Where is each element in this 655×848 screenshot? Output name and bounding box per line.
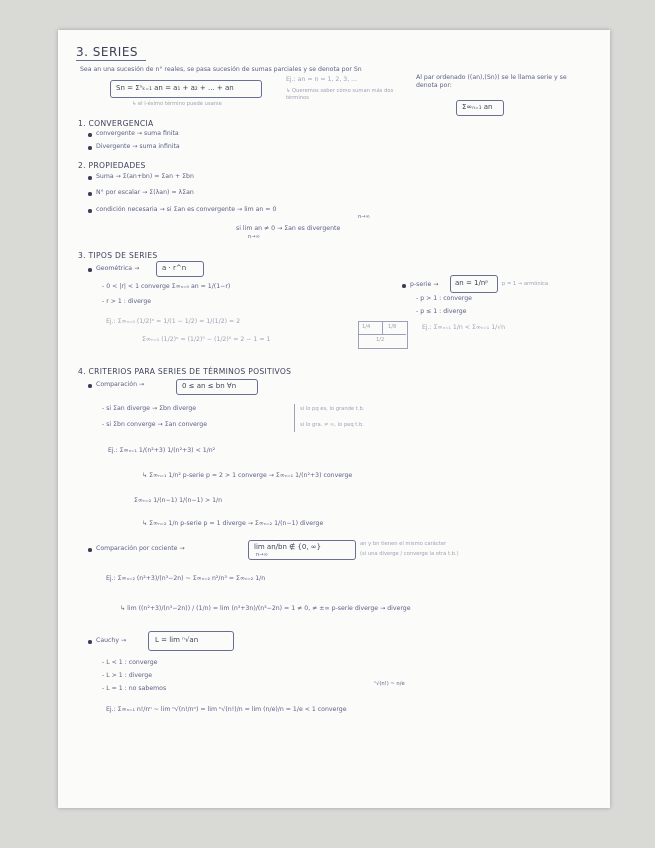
s1-item-1: convergente → suma finita bbox=[96, 130, 179, 137]
cauchy-formula: L = lim ⁿ√an bbox=[155, 636, 199, 644]
quotient-subscript: n→∞ bbox=[256, 552, 268, 558]
geometric-example-1: Ej.: Σ∞ₙ₌₀ (1/2)ⁿ = 1/(1 − 1/2) = 1/(1/2) = 2 bbox=[106, 318, 241, 325]
comparison-note-2: si lo gra. ≠ ∞, lo peq t.b. bbox=[300, 422, 364, 428]
quotient-example: Ej.: Σ∞ₙ₌₂ (n²+3)/(n³−2n) ~ Σ∞ₙ₌₂ n²/n³ = Σ∞ₙ₌₂ 1/n bbox=[106, 575, 266, 582]
bullet bbox=[88, 146, 92, 150]
comparison-example-2: Σ∞ₙ₌₂ 1/(n−1) 1/(n−1) > 1/n bbox=[134, 497, 223, 504]
example-top: Ej.: an = n = 1, 2, 3, ... bbox=[286, 76, 358, 83]
lim-subscript: n→∞ bbox=[358, 214, 370, 220]
bullet bbox=[88, 384, 92, 388]
quotient-note-2: (si una diverge / converge la otra t.b.) bbox=[360, 551, 459, 557]
page-title: 3. SERIES bbox=[76, 45, 139, 59]
geometric-example-2: Σ∞ₙ₌₁ (1/2)ⁿ = (1/2)⁰ − (1/2)⁰ = 2 − 1 = 1 bbox=[142, 336, 271, 343]
bullet bbox=[88, 176, 92, 180]
comparison-note-1: si lo pq es, lo grande t.b. bbox=[300, 406, 365, 412]
right-note: Al par ordenado ((an),(Sn)) se le llama serie y se denota por: bbox=[416, 74, 567, 90]
comparison-example-1: Ej.: Σ∞ₙ₌₁ 1/(n²+3) 1/(n²+3) < 1/n² bbox=[108, 447, 216, 454]
p-series-example: Ej.: Σ∞ₙ₌₁ 1/n < Σ∞ₙ₌₁ 1/√n bbox=[422, 324, 506, 331]
title-underline bbox=[76, 60, 146, 61]
p-series-cond-2: - p ≤ 1 : diverge bbox=[416, 308, 467, 315]
section-2-heading: 2. PROPIEDADES bbox=[78, 161, 146, 170]
bullet bbox=[88, 640, 92, 644]
geometric-cond-1: - 0 < |r| < 1 converge Σ∞ₙ₌₀ an = 1/(1−r) bbox=[102, 283, 231, 290]
quotient-formula: lim an/bn ∉ {0, ∞} bbox=[254, 543, 322, 551]
comparison-formula: 0 ≤ an ≤ bn ∀n bbox=[182, 382, 237, 390]
comparison-label: Comparación → bbox=[96, 381, 145, 388]
geometric-label: Geométrica → bbox=[96, 265, 140, 272]
cauchy-rule-3: - L = 1 : no sabemos bbox=[102, 685, 167, 692]
sketch-cell-3: 1/2 bbox=[376, 337, 385, 343]
notebook-page bbox=[58, 30, 610, 808]
s2-item-3: condición necesaria → si Σan es convergente → lim an = 0 bbox=[96, 206, 277, 213]
section-4-heading: 4. CRITERIOS PARA SERIES DE TÉRMINOS POSITIVOS bbox=[78, 367, 292, 376]
p-series-label: p-serie → bbox=[410, 281, 439, 288]
cauchy-rule-1: - L < 1 : converge bbox=[102, 659, 158, 666]
lim-subscript-2: n→∞ bbox=[248, 234, 260, 240]
geometric-formula: a · r^n bbox=[162, 264, 187, 272]
s2-item-2: N° por escalar → Σ(λan) = λΣan bbox=[96, 189, 194, 196]
section-1-heading: 1. CONVERGENCIA bbox=[78, 119, 154, 128]
sketch-divider bbox=[358, 334, 406, 335]
s1-item-2: Divergente → suma infinita bbox=[96, 143, 180, 150]
sn-note: ↳ el i-ésimo término puede usarse bbox=[132, 101, 222, 107]
sketch-cell-2: 1/8 bbox=[388, 324, 397, 330]
sketch-divider bbox=[382, 321, 383, 334]
bullet bbox=[88, 209, 92, 213]
sketch-cell-1: 1/4 bbox=[362, 324, 371, 330]
note-divider bbox=[294, 404, 295, 432]
cauchy-example: Ej.: Σ∞ₙ₌₁ n!/nⁿ ~ lim ⁿ√(n!/nⁿ) = lim ⁿ√(n!)/n = lim (n/e)/n = 1/e < 1 converge bbox=[106, 706, 347, 713]
comparison-example-2-result: ↳ Σ∞ₙ₌₂ 1/n p-serie p = 1 diverge → Σ∞ₙ₌₂ 1/(n−1) diverge bbox=[142, 520, 324, 527]
comparison-example-1-result: ↳ Σ∞ₙ₌₁ 1/n² p-serie p = 2 > 1 converge → Σ∞ₙ₌₁ 1/(n²+3) converge bbox=[142, 472, 353, 479]
series-notation: Σ∞ₙ₌₁ an bbox=[462, 103, 493, 111]
quotient-example-result: ↳ lim ((n²+3)/(n³−2n)) / (1/n) = lim (n³+3n)/(n³−2n) = 1 ≠ 0, ≠ ±∞ p-serie diverge → diverge bbox=[120, 605, 411, 612]
bullet bbox=[88, 133, 92, 137]
cauchy-rule-2: - L > 1 : diverge bbox=[102, 672, 153, 679]
quotient-note-1: an y bn tienen el mismo carácter bbox=[360, 541, 447, 547]
bullet bbox=[88, 192, 92, 196]
p-series-note: p = 1 → armónica bbox=[502, 281, 549, 287]
p-series-formula: an = 1/nᵖ bbox=[455, 279, 489, 287]
s2-item-4: si lim an ≠ 0 → Σan es divergente bbox=[236, 225, 341, 232]
bullet bbox=[88, 548, 92, 552]
intro-text: Sea an una sucesión de n° reales, se pasa sucesión de sumas parciales y se denota por Sn bbox=[80, 66, 362, 73]
p-series-cond-1: - p > 1 : converge bbox=[416, 295, 472, 302]
geometric-cond-2: - r > 1 : diverge bbox=[102, 298, 152, 305]
bullet bbox=[88, 268, 92, 272]
quotient-label: Comparación por cociente → bbox=[96, 545, 185, 552]
section-3-heading: 3. TIPOS DE SERIES bbox=[78, 251, 158, 260]
comparison-rule-1: - si Σan diverge → Σbn diverge bbox=[102, 405, 197, 412]
comparison-rule-2: - si Σbn converge → Σan converge bbox=[102, 421, 208, 428]
cauchy-label: Cauchy → bbox=[96, 637, 127, 644]
cauchy-hint: ⁿ√(n!) ~ n/e bbox=[374, 681, 405, 687]
example-top-note: ↳ Queremos saber cómo suman más dos términos bbox=[286, 88, 394, 101]
sn-formula: Sn = Σⁿₖ₌₁ an = a₁ + a₂ + ... + an bbox=[116, 84, 234, 92]
s2-item-1: Suma → Σ(an+bn) = Σan + Σbn bbox=[96, 173, 194, 180]
bullet bbox=[402, 284, 406, 288]
